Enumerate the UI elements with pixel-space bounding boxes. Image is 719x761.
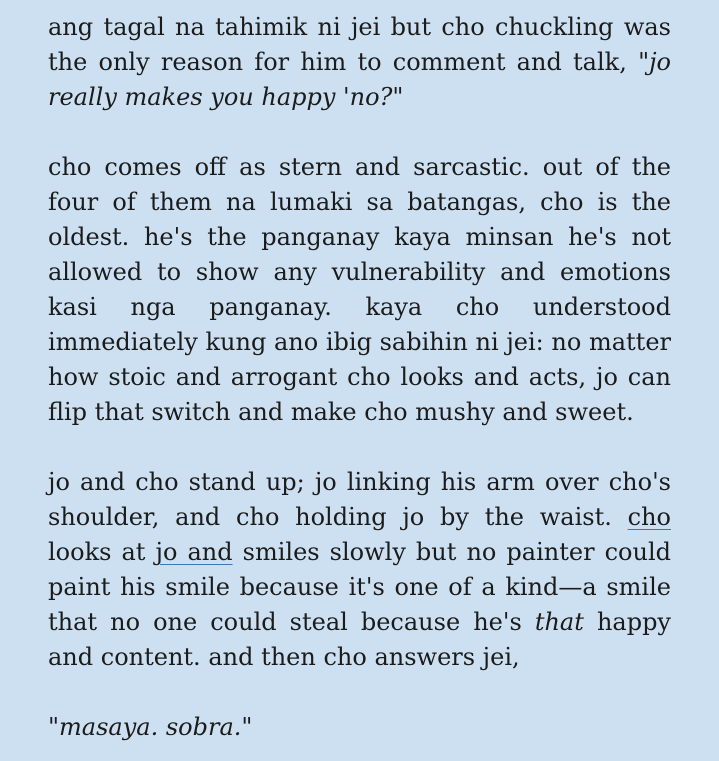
paragraph-1-text: ang tagal na tahimik ni jei but cho chuckling was the only reason for him to comment and talk, (48, 13, 671, 76)
paragraph-2-text: cho comes off as stern and sarcastic. out of the four of them na lumaki sa batangas, cho is the oldest. he's the panganay kaya minsan he's not allowed to show any vulnerability and emotions kasi nga panganay. kaya cho understood immediately kung ano ibig sabihin ni jei: no matter how stoic and arrogant cho looks and acts, jo can flip that switch and make cho mushy and sweet. (48, 153, 671, 426)
jei-question-quote: "jo really makes you happy 'no?" (48, 48, 671, 111)
paragraph-3 (48, 465, 671, 675)
paragraph-3-text-b: looks at (48, 538, 156, 566)
paragraph-4 (48, 710, 671, 745)
paragraph-3-text-c: smiles slowly but no painter could paint his smile because it's one of a kind—a smile that no one could steal because he's (48, 538, 671, 636)
paragraph-2 (48, 150, 671, 430)
underlined-jo-and[interactable]: jo and (155, 538, 233, 566)
emphasis-that: that (534, 608, 584, 636)
paragraph-3-text-a: jo and cho stand up; jo linking his arm over cho's shoulder, and cho holding jo by the waist. (48, 468, 671, 531)
quote-close-mark: " (241, 713, 253, 741)
underlined-cho[interactable]: cho (627, 503, 671, 531)
paragraph-1 (48, 10, 671, 115)
quote-open-mark: " (48, 713, 60, 741)
paragraph-3-text-d: happy and content. and then cho answers jei, (48, 608, 671, 671)
cho-answer-quote: masaya. sobra. (59, 713, 242, 741)
